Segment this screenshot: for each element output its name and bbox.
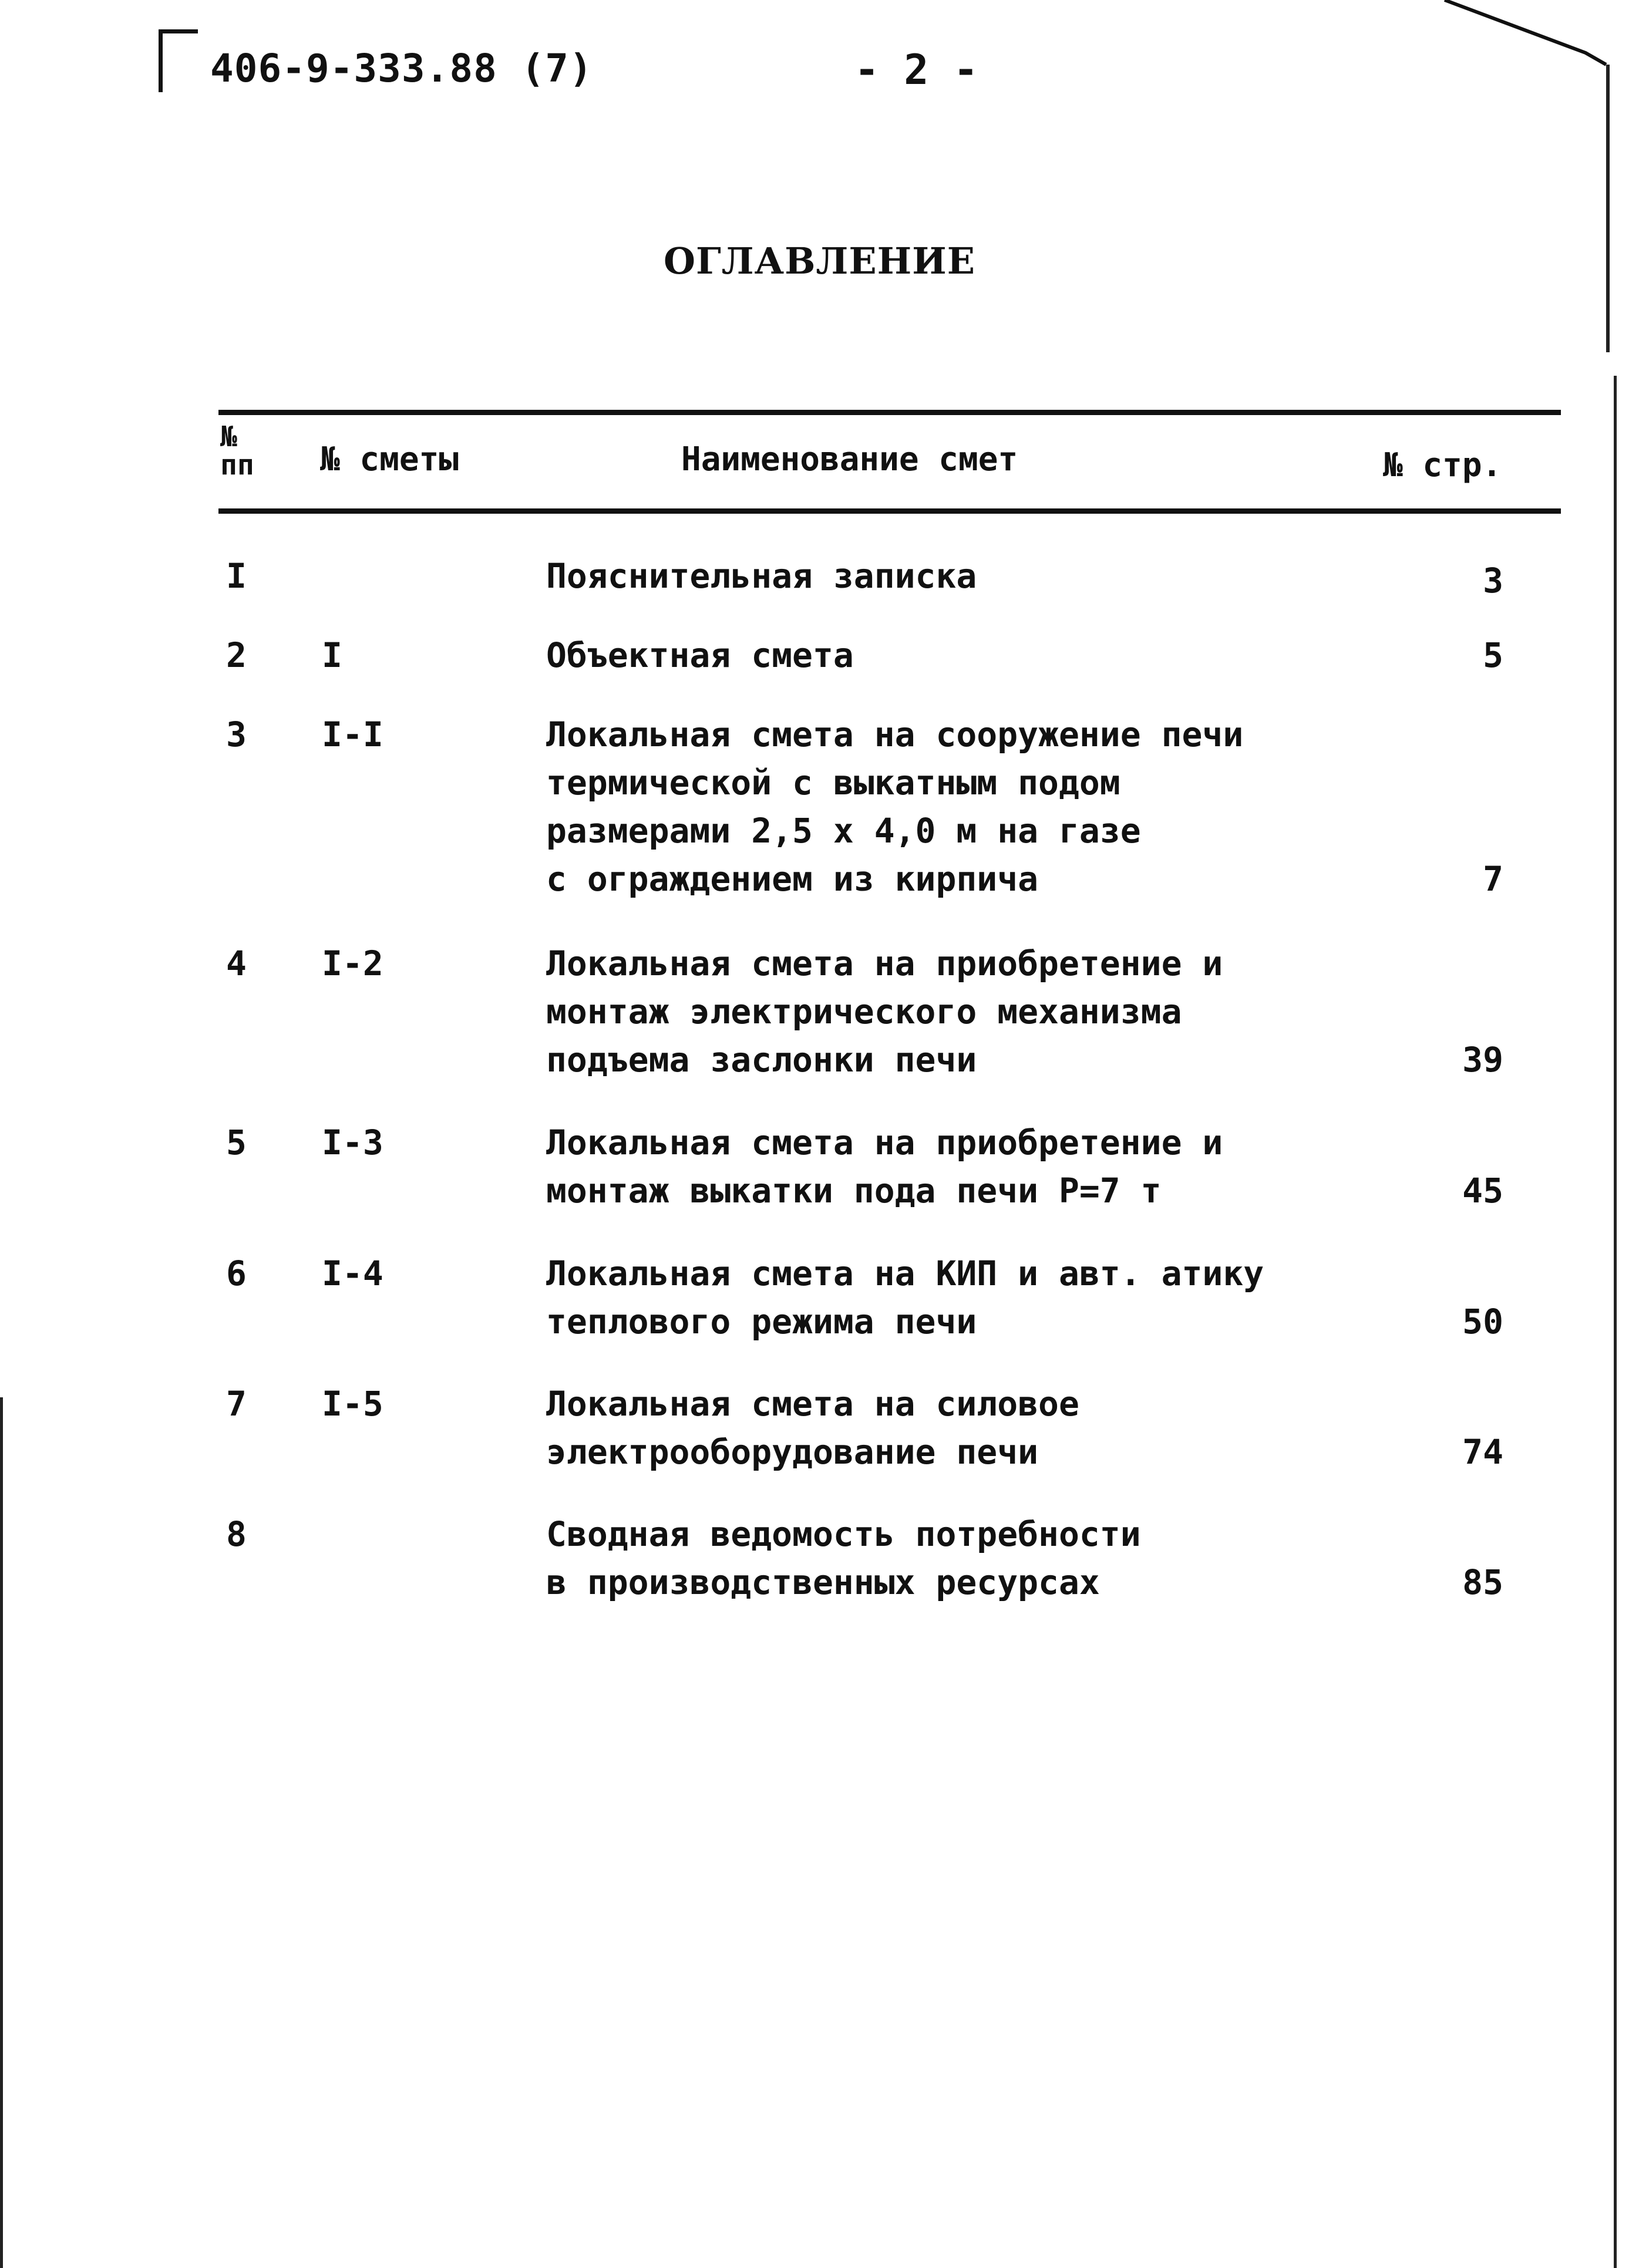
row-2-name bbox=[546, 631, 1310, 679]
row-6-name bbox=[546, 1249, 1310, 1346]
row-3-name-line: с ограждением из кирпича bbox=[546, 859, 1039, 899]
row-7-smeta: I-5 bbox=[322, 1384, 383, 1424]
column-header-num-line1: № bbox=[220, 420, 237, 453]
row-4-page: 39 bbox=[1462, 1040, 1503, 1080]
row-1-name bbox=[546, 552, 1310, 600]
row-3-name-line: размерами 2,5 х 4,0 м на газе bbox=[546, 811, 1141, 851]
column-header-num bbox=[220, 420, 254, 481]
row-7-name bbox=[546, 1380, 1310, 1476]
table-header-rule bbox=[218, 508, 1561, 514]
row-8-name bbox=[546, 1510, 1310, 1606]
column-header-page: № стр. bbox=[1383, 446, 1502, 484]
row-5-smeta: I-3 bbox=[322, 1123, 383, 1162]
row-3-smeta: I-I bbox=[322, 715, 383, 754]
row-4-name-line: монтаж электрического механизма bbox=[546, 992, 1182, 1032]
row-4-name-line: Локальная смета на приобретение и bbox=[546, 943, 1223, 983]
column-header-num-line2: пп bbox=[220, 449, 254, 481]
row-2-name-line: Объектная смета bbox=[546, 635, 854, 675]
row-2-smeta: I bbox=[322, 635, 342, 675]
row-3-name-line: Локальная смета на сооружение печи bbox=[546, 715, 1244, 754]
row-5-name-line: монтаж выкатки пода печи Р=7 т bbox=[546, 1171, 1162, 1211]
row-5-name-line: Локальная смета на приобретение и bbox=[546, 1123, 1223, 1162]
row-6-name-line: теплового режима печи bbox=[546, 1302, 977, 1342]
page-edge-right-lower bbox=[1614, 376, 1617, 2268]
row-5-num: 5 bbox=[226, 1123, 247, 1162]
row-6-page: 50 bbox=[1462, 1302, 1503, 1342]
row-5-name bbox=[546, 1118, 1310, 1215]
row-7-name-line: электрооборудование печи bbox=[546, 1432, 1039, 1472]
row-1-page: 3 bbox=[1483, 561, 1503, 601]
row-8-name-line: в производственных ресурсах bbox=[546, 1562, 1100, 1602]
corner-mark bbox=[159, 29, 198, 92]
table-top-rule bbox=[218, 410, 1561, 415]
page-edge-right bbox=[1606, 65, 1610, 352]
row-1-name-line: Пояснительная записка bbox=[546, 556, 977, 596]
row-8-num: 8 bbox=[226, 1514, 247, 1554]
row-6-smeta: I-4 bbox=[322, 1253, 383, 1293]
row-7-num: 7 bbox=[226, 1384, 247, 1424]
row-1-num: I bbox=[226, 556, 247, 596]
row-4-name-line: подъема заслонки печи bbox=[546, 1040, 977, 1080]
row-3-page: 7 bbox=[1483, 859, 1503, 899]
row-2-page: 5 bbox=[1483, 635, 1503, 675]
row-4-smeta: I-2 bbox=[322, 943, 383, 983]
row-3-name bbox=[546, 710, 1310, 903]
row-7-page: 74 bbox=[1462, 1432, 1503, 1472]
row-5-page: 45 bbox=[1462, 1171, 1503, 1211]
row-2-num: 2 bbox=[226, 635, 247, 675]
row-7-name-line: Локальная смета на силовое bbox=[546, 1384, 1079, 1424]
page-title: ОГЛАВЛЕНИЕ bbox=[663, 240, 976, 282]
row-6-num: 6 bbox=[226, 1253, 247, 1293]
page-edge-left bbox=[0, 1397, 3, 2268]
column-header-name: Наименование смет bbox=[681, 440, 1018, 478]
row-3-name-line: термической с выкатным подом bbox=[546, 763, 1120, 803]
page-number: - 2 - bbox=[854, 46, 978, 94]
row-4-name bbox=[546, 939, 1310, 1084]
row-8-page: 85 bbox=[1462, 1562, 1503, 1602]
column-header-smeta: № сметы bbox=[320, 440, 459, 478]
row-4-num: 4 bbox=[226, 943, 247, 983]
document-code: 406-9-333.88 (7) bbox=[210, 46, 593, 91]
row-3-num: 3 bbox=[226, 715, 247, 754]
row-8-name-line: Сводная ведомость потребности bbox=[546, 1514, 1141, 1554]
row-6-name-line: Локальная смета на КИП и авт. атику bbox=[546, 1253, 1264, 1293]
